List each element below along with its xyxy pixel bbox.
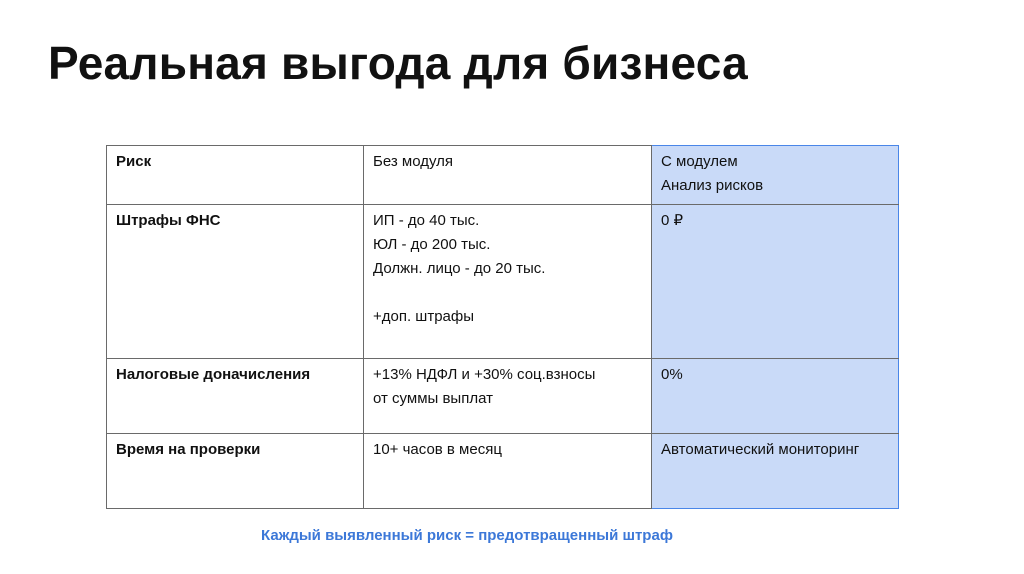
table-row: [107, 359, 899, 434]
with-module-cell: Автоматический мониторинг: [652, 434, 899, 509]
table-row: [107, 205, 899, 359]
footer-note: Каждый выявленный риск = предотвращенный штраф: [261, 527, 673, 544]
without-module-cell: 10+ часов в месяц: [364, 434, 652, 509]
without-module-cell: ИП - до 40 тыс. ЮЛ - до 200 тыс. Должн. лицо - до 20 тыс. +доп. штрафы: [364, 205, 652, 359]
risk-name-cell: Налоговые доначисления: [107, 359, 364, 434]
table-row: [107, 434, 899, 509]
table-header-row: [107, 146, 899, 205]
slide-title: Реальная выгода для бизнеса: [48, 37, 748, 89]
without-module-cell: +13% НДФЛ и +30% соц.взносы от суммы выплат: [364, 359, 652, 434]
header-cell-with-module: С модулем Анализ рисков: [652, 146, 899, 205]
header-cell-without-module: Без модуля: [364, 146, 652, 205]
with-module-cell: 0 ₽: [652, 205, 899, 359]
with-module-cell: 0%: [652, 359, 899, 434]
risk-name-cell: Штрафы ФНС: [107, 205, 364, 359]
header-cell-risk: Риск: [107, 146, 364, 205]
comparison-table: [106, 145, 899, 509]
risk-name-cell: Время на проверки: [107, 434, 364, 509]
